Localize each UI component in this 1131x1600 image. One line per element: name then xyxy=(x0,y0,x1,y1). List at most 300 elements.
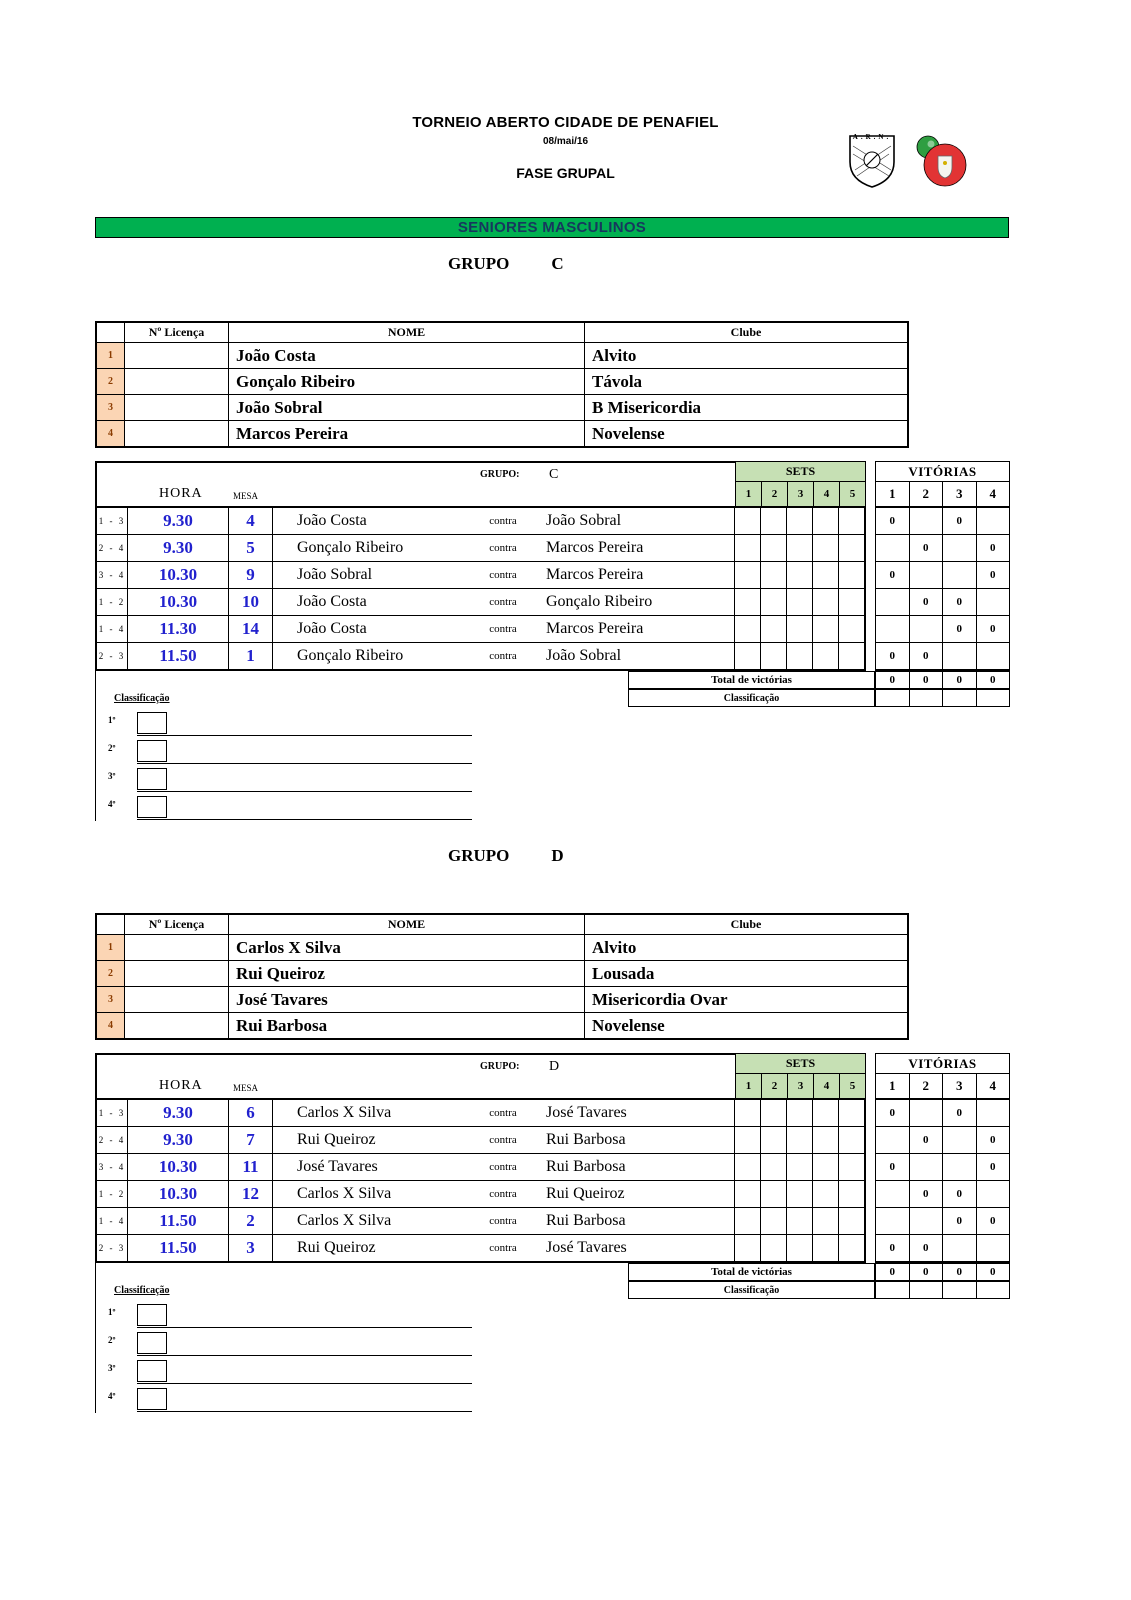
vitoria-cell xyxy=(943,535,976,561)
set-score-cell xyxy=(813,1181,838,1207)
match-player2: Rui Barbosa xyxy=(546,1131,626,1148)
match-player2: Rui Barbosa xyxy=(546,1212,626,1229)
position-box xyxy=(137,796,167,818)
contra-label: contra xyxy=(489,569,517,581)
grupo-inline-letter: C xyxy=(549,467,559,482)
player-number-cell: 3 xyxy=(97,987,124,1012)
set-score-cell xyxy=(839,508,864,534)
match-players xyxy=(273,562,734,588)
total-vitorias-label: Total de victórias xyxy=(628,1263,875,1281)
classificacao-box-label: Classificação xyxy=(628,1281,875,1299)
group-heading-word: GRUPO xyxy=(448,846,510,865)
vitoria-cell: 0 xyxy=(876,1235,909,1261)
position-box xyxy=(137,1332,167,1354)
set-score-cell xyxy=(787,1154,812,1180)
set-score-cell xyxy=(839,562,864,588)
vitorias-column-header: 3 xyxy=(943,1074,976,1098)
vitoria-cell xyxy=(977,1100,1010,1126)
vitoria-cell: 0 xyxy=(910,589,943,615)
total-vitoria-cell: 0 xyxy=(977,672,1010,688)
set-score-cell xyxy=(735,1208,760,1234)
match-pairing: 2 - 4 xyxy=(97,1127,127,1153)
match-mesa: 14 xyxy=(229,616,272,642)
vitorias-column-header: 4 xyxy=(977,482,1010,506)
player-number-cell: 4 xyxy=(97,421,124,446)
classification-row xyxy=(95,736,475,764)
match-pairing: 1 - 2 xyxy=(97,589,127,615)
body-gap xyxy=(866,507,875,671)
position-label: 1º xyxy=(108,715,116,725)
players-header-licenca: Nº Licença xyxy=(125,915,228,934)
classification-row xyxy=(95,792,475,820)
match-hora: 10.30 xyxy=(128,589,228,615)
vitorias-header-block xyxy=(875,461,1010,507)
match-players xyxy=(273,1100,734,1126)
total-vitoria-cell: 0 xyxy=(910,672,943,688)
player-name-cell: Marcos Pereira xyxy=(229,421,584,446)
set-score-cell xyxy=(735,589,760,615)
classificacao-row xyxy=(95,689,1010,707)
position-label: 2º xyxy=(108,743,116,753)
classificacao-cells xyxy=(875,689,1010,707)
grupo-inline-letter: D xyxy=(549,1059,560,1074)
header-gap xyxy=(866,1053,875,1099)
vitoria-cell xyxy=(977,589,1010,615)
classification-row xyxy=(95,1328,475,1356)
matches-table xyxy=(95,1053,1010,1299)
total-vitoria-cell: 0 xyxy=(943,672,976,688)
classification-section-label: Classificação xyxy=(114,693,170,704)
set-column-header: 2 xyxy=(762,482,787,506)
match-players xyxy=(273,589,734,615)
set-column-header: 1 xyxy=(736,1074,761,1098)
matches-body xyxy=(95,1099,1010,1263)
sets-title: SETS xyxy=(736,462,865,481)
player-club-cell: Novelense xyxy=(585,1013,907,1038)
match-pairing: 1 - 4 xyxy=(97,616,127,642)
vitoria-cell: 0 xyxy=(910,535,943,561)
position-box xyxy=(137,1304,167,1326)
set-score-cell xyxy=(813,1235,838,1261)
match-player2: Rui Barbosa xyxy=(546,1158,626,1175)
set-score-cell xyxy=(839,643,864,669)
set-score-cell xyxy=(839,616,864,642)
player-name-cell: José Tavares xyxy=(229,987,584,1012)
vitoria-cell xyxy=(977,1181,1010,1207)
group-section xyxy=(0,246,1131,834)
vitoria-cell xyxy=(943,643,976,669)
match-players xyxy=(273,616,734,642)
classificacao-cell xyxy=(977,1282,1010,1298)
document-phase: FASE GRUPAL xyxy=(516,165,615,181)
player-club-cell: Alvito xyxy=(585,935,907,960)
classificacao-cell xyxy=(943,1282,976,1298)
player-number-cell: 4 xyxy=(97,1013,124,1038)
position-label: 3º xyxy=(108,1363,116,1373)
sets-title: SETS xyxy=(736,1054,865,1073)
player-licenca-cell xyxy=(125,343,228,368)
match-player2: Rui Queiroz xyxy=(546,1185,625,1202)
total-vitoria-cell: 0 xyxy=(876,672,909,688)
grupo-inline-label: GRUPO: xyxy=(480,469,520,480)
match-hora: 11.50 xyxy=(128,1235,228,1261)
players-header-nome: NOME xyxy=(229,915,584,934)
player-licenca-cell xyxy=(125,369,228,394)
set-score-cell xyxy=(735,508,760,534)
set-score-cell xyxy=(735,1100,760,1126)
set-column-header: 5 xyxy=(840,482,865,506)
match-player1: Rui Queiroz xyxy=(297,1131,376,1148)
match-players xyxy=(273,508,734,534)
player-name-cell: Rui Barbosa xyxy=(229,1013,584,1038)
classification-row xyxy=(95,1300,475,1328)
contra-label: contra xyxy=(489,1161,517,1173)
federation-emblem-icon xyxy=(910,134,968,188)
match-player2: Gonçalo Ribeiro xyxy=(546,593,653,610)
player-licenca-cell xyxy=(125,395,228,420)
vitoria-cell xyxy=(977,1235,1010,1261)
player-licenca-cell xyxy=(125,987,228,1012)
vitoria-cell: 0 xyxy=(977,535,1010,561)
match-player1: Carlos X Silva xyxy=(297,1104,392,1121)
match-mesa: 9 xyxy=(229,562,272,588)
contra-label: contra xyxy=(489,623,517,635)
group-heading-word: GRUPO xyxy=(448,254,510,273)
set-score-cell xyxy=(787,508,812,534)
set-column-header: 2 xyxy=(762,1074,787,1098)
matches-table xyxy=(95,461,1010,707)
match-players xyxy=(273,1235,734,1261)
contra-label: contra xyxy=(489,515,517,527)
vitoria-cell xyxy=(943,1127,976,1153)
category-banner: SENIORES MASCULINOS xyxy=(95,217,1009,238)
classification-section-label: Classificação xyxy=(114,1285,170,1296)
vitoria-cell xyxy=(943,1235,976,1261)
matches-grid xyxy=(95,507,866,671)
set-score-cell xyxy=(735,1127,760,1153)
set-score-cell xyxy=(761,1154,786,1180)
set-score-cell xyxy=(813,589,838,615)
vitoria-cell xyxy=(910,616,943,642)
vitoria-cell xyxy=(910,562,943,588)
set-score-cell xyxy=(761,508,786,534)
match-hora: 9.30 xyxy=(128,1127,228,1153)
classification-row xyxy=(95,1356,475,1384)
classificacao-row-spacer xyxy=(95,689,628,707)
classificacao-row-spacer xyxy=(95,1281,628,1299)
vitoria-cell: 0 xyxy=(977,1154,1010,1180)
document-title: TORNEIO ABERTO CIDADE DE PENAFIEL xyxy=(412,114,719,131)
set-column-header: 4 xyxy=(814,1074,839,1098)
match-hora: 10.30 xyxy=(128,1181,228,1207)
set-score-cell xyxy=(787,535,812,561)
contra-label: contra xyxy=(489,542,517,554)
player-name-cell: Carlos X Silva xyxy=(229,935,584,960)
matches-header-left xyxy=(95,1053,735,1099)
match-players xyxy=(273,535,734,561)
match-mesa: 6 xyxy=(229,1100,272,1126)
position-line xyxy=(137,1411,472,1412)
classificacao-cell xyxy=(977,690,1010,706)
classificacao-box-label: Classificação xyxy=(628,689,875,707)
match-player1: João Sobral xyxy=(297,566,373,583)
total-vitoria-cell: 0 xyxy=(876,1264,909,1280)
player-name-cell: Gonçalo Ribeiro xyxy=(229,369,584,394)
match-player2: José Tavares xyxy=(546,1104,627,1121)
player-licenca-cell xyxy=(125,935,228,960)
set-score-cell xyxy=(813,1100,838,1126)
set-score-cell xyxy=(813,616,838,642)
mesa-column-label: MESA xyxy=(233,1083,259,1093)
match-mesa: 12 xyxy=(229,1181,272,1207)
player-number-cell: 3 xyxy=(97,395,124,420)
position-line xyxy=(137,819,472,820)
body-gap xyxy=(866,1099,875,1263)
set-score-cell xyxy=(761,643,786,669)
set-column-header: 1 xyxy=(736,482,761,506)
match-hora: 11.50 xyxy=(128,643,228,669)
matches-body xyxy=(95,507,1010,671)
match-player1: João Costa xyxy=(297,620,367,637)
set-score-cell xyxy=(839,1235,864,1261)
set-column-header: 4 xyxy=(814,482,839,506)
player-licenca-cell xyxy=(125,961,228,986)
set-score-cell xyxy=(839,535,864,561)
set-score-cell xyxy=(787,589,812,615)
players-header-clube: Clube xyxy=(585,323,907,342)
total-row-spacer xyxy=(95,671,628,689)
vitoria-cell: 0 xyxy=(876,562,909,588)
matches-grid xyxy=(95,1099,866,1263)
set-score-cell xyxy=(761,1235,786,1261)
match-players xyxy=(273,1154,734,1180)
total-vitorias-row xyxy=(95,671,1010,689)
hora-column-label: HORA xyxy=(159,1078,203,1093)
set-score-cell xyxy=(813,535,838,561)
match-hora: 9.30 xyxy=(128,1100,228,1126)
set-score-cell xyxy=(735,1154,760,1180)
vitoria-cell xyxy=(910,1154,943,1180)
match-mesa: 5 xyxy=(229,535,272,561)
vitorias-column-header: 1 xyxy=(876,1074,909,1098)
total-row-spacer xyxy=(95,1263,628,1281)
classification-row xyxy=(95,1384,475,1412)
position-label: 4º xyxy=(108,1391,116,1401)
set-score-cell xyxy=(787,562,812,588)
vitoria-cell xyxy=(876,1208,909,1234)
set-score-cell xyxy=(761,562,786,588)
vitoria-cell xyxy=(910,1208,943,1234)
set-score-cell xyxy=(787,643,812,669)
set-score-cell xyxy=(787,616,812,642)
vitoria-cell: 0 xyxy=(943,508,976,534)
match-pairing: 2 - 3 xyxy=(97,1235,127,1261)
players-header-clube: Clube xyxy=(585,915,907,934)
sets-header-block xyxy=(735,461,866,507)
classificacao-cell xyxy=(910,690,943,706)
vitoria-cell: 0 xyxy=(977,616,1010,642)
classificacao-cell xyxy=(876,690,909,706)
vitoria-cell xyxy=(943,562,976,588)
match-player2: Marcos Pereira xyxy=(546,620,644,637)
players-header-nome: NOME xyxy=(229,323,584,342)
vitoria-cell xyxy=(876,1181,909,1207)
match-player1: Rui Queiroz xyxy=(297,1239,376,1256)
match-hora: 11.30 xyxy=(128,616,228,642)
group-heading xyxy=(448,254,564,274)
set-column-header: 3 xyxy=(788,1074,813,1098)
player-name-cell: João Sobral xyxy=(229,395,584,420)
set-score-cell xyxy=(813,643,838,669)
set-score-cell xyxy=(839,589,864,615)
match-player1: Carlos X Silva xyxy=(297,1185,392,1202)
classificacao-cells xyxy=(875,1281,1010,1299)
match-hora: 10.30 xyxy=(128,562,228,588)
set-score-cell xyxy=(761,1181,786,1207)
set-score-cell xyxy=(787,1181,812,1207)
set-score-cell xyxy=(735,616,760,642)
vitoria-cell: 0 xyxy=(876,508,909,534)
matches-header-left xyxy=(95,461,735,507)
match-mesa: 11 xyxy=(229,1154,272,1180)
vitoria-cell xyxy=(876,1127,909,1153)
match-mesa: 4 xyxy=(229,508,272,534)
position-box xyxy=(137,768,167,790)
set-score-cell xyxy=(735,643,760,669)
vitorias-header-block xyxy=(875,1053,1010,1099)
vitoria-cell: 0 xyxy=(910,1235,943,1261)
player-name-cell: Rui Queiroz xyxy=(229,961,584,986)
player-number-cell: 2 xyxy=(97,369,124,394)
vitorias-title: VITÓRIAS xyxy=(876,1054,1009,1073)
player-club-cell: Távola xyxy=(585,369,907,394)
set-score-cell xyxy=(839,1127,864,1153)
set-score-cell xyxy=(839,1208,864,1234)
set-score-cell xyxy=(761,1127,786,1153)
match-player2: João Sobral xyxy=(546,647,622,664)
vitorias-grid xyxy=(875,507,1010,671)
vitoria-cell: 0 xyxy=(876,1100,909,1126)
set-score-cell xyxy=(813,562,838,588)
set-score-cell xyxy=(787,1208,812,1234)
match-player2: Marcos Pereira xyxy=(546,566,644,583)
vitoria-cell: 0 xyxy=(943,1100,976,1126)
matches-header xyxy=(95,461,1010,507)
set-score-cell xyxy=(735,1181,760,1207)
group-heading-letter: D xyxy=(551,846,564,865)
contra-label: contra xyxy=(489,1134,517,1146)
contra-label: contra xyxy=(489,1188,517,1200)
set-score-cell xyxy=(787,1235,812,1261)
match-player1: José Tavares xyxy=(297,1158,378,1175)
vitorias-column-header: 1 xyxy=(876,482,909,506)
vitoria-cell xyxy=(910,508,943,534)
grupo-inline-label: GRUPO: xyxy=(480,1061,520,1072)
total-vitorias-row xyxy=(95,1263,1010,1281)
position-box xyxy=(137,1360,167,1382)
set-score-cell xyxy=(813,1154,838,1180)
set-score-cell xyxy=(761,589,786,615)
match-mesa: 10 xyxy=(229,589,272,615)
player-club-cell: Novelense xyxy=(585,421,907,446)
vitoria-cell xyxy=(977,508,1010,534)
match-hora: 11.50 xyxy=(128,1208,228,1234)
set-score-cell xyxy=(839,1154,864,1180)
set-score-cell xyxy=(813,1208,838,1234)
position-label: 1º xyxy=(108,1307,116,1317)
match-pairing: 2 - 3 xyxy=(97,643,127,669)
contra-label: contra xyxy=(489,1107,517,1119)
classification-row xyxy=(95,708,475,736)
total-vitorias-label: Total de victórias xyxy=(628,671,875,689)
group-section xyxy=(0,838,1131,1426)
set-score-cell xyxy=(761,1100,786,1126)
player-licenca-cell xyxy=(125,1013,228,1038)
match-pairing: 2 - 4 xyxy=(97,535,127,561)
vitorias-column-header: 2 xyxy=(910,482,943,506)
document-date: 08/mai/16 xyxy=(542,136,589,147)
match-players xyxy=(273,1181,734,1207)
vitoria-cell: 0 xyxy=(910,1127,943,1153)
set-column-header: 5 xyxy=(840,1074,865,1098)
set-score-cell xyxy=(787,1100,812,1126)
set-score-cell xyxy=(735,1235,760,1261)
contra-label: contra xyxy=(489,1242,517,1254)
players-table xyxy=(95,913,909,1040)
classificacao-cell xyxy=(910,1282,943,1298)
classificacao-row xyxy=(95,1281,1010,1299)
match-pairing: 3 - 4 xyxy=(97,562,127,588)
match-players xyxy=(273,1127,734,1153)
set-score-cell xyxy=(735,535,760,561)
position-box xyxy=(137,712,167,734)
players-table xyxy=(95,321,909,448)
vitorias-column-header: 3 xyxy=(943,482,976,506)
set-score-cell xyxy=(839,1181,864,1207)
player-club-cell: B Misericordia xyxy=(585,395,907,420)
player-number-cell: 1 xyxy=(97,343,124,368)
match-player2: José Tavares xyxy=(546,1239,627,1256)
player-club-cell: Misericordia Ovar xyxy=(585,987,907,1012)
set-column-header: 3 xyxy=(788,482,813,506)
group-heading-letter: C xyxy=(551,254,564,273)
total-vitoria-cell: 0 xyxy=(910,1264,943,1280)
player-licenca-cell xyxy=(125,421,228,446)
player-number-cell: 2 xyxy=(97,961,124,986)
match-pairing: 1 - 4 xyxy=(97,1208,127,1234)
vitoria-cell xyxy=(943,1154,976,1180)
players-corner-cell xyxy=(97,323,124,342)
vitoria-cell: 0 xyxy=(943,1208,976,1234)
vitorias-column-header: 2 xyxy=(910,1074,943,1098)
contra-label: contra xyxy=(489,650,517,662)
match-pairing: 3 - 4 xyxy=(97,1154,127,1180)
match-mesa: 2 xyxy=(229,1208,272,1234)
contra-label: contra xyxy=(489,1215,517,1227)
players-corner-cell xyxy=(97,915,124,934)
set-score-cell xyxy=(813,508,838,534)
vitoria-cell: 0 xyxy=(943,1181,976,1207)
match-player1: Gonçalo Ribeiro xyxy=(297,539,404,556)
group-d-slot xyxy=(0,838,1131,1426)
player-club-cell: Alvito xyxy=(585,343,907,368)
match-mesa: 1 xyxy=(229,643,272,669)
group-heading xyxy=(448,846,564,866)
federation-emblem-logo xyxy=(910,134,968,193)
position-box xyxy=(137,1388,167,1410)
match-hora: 9.30 xyxy=(128,508,228,534)
match-pairing: 1 - 3 xyxy=(97,1100,127,1126)
